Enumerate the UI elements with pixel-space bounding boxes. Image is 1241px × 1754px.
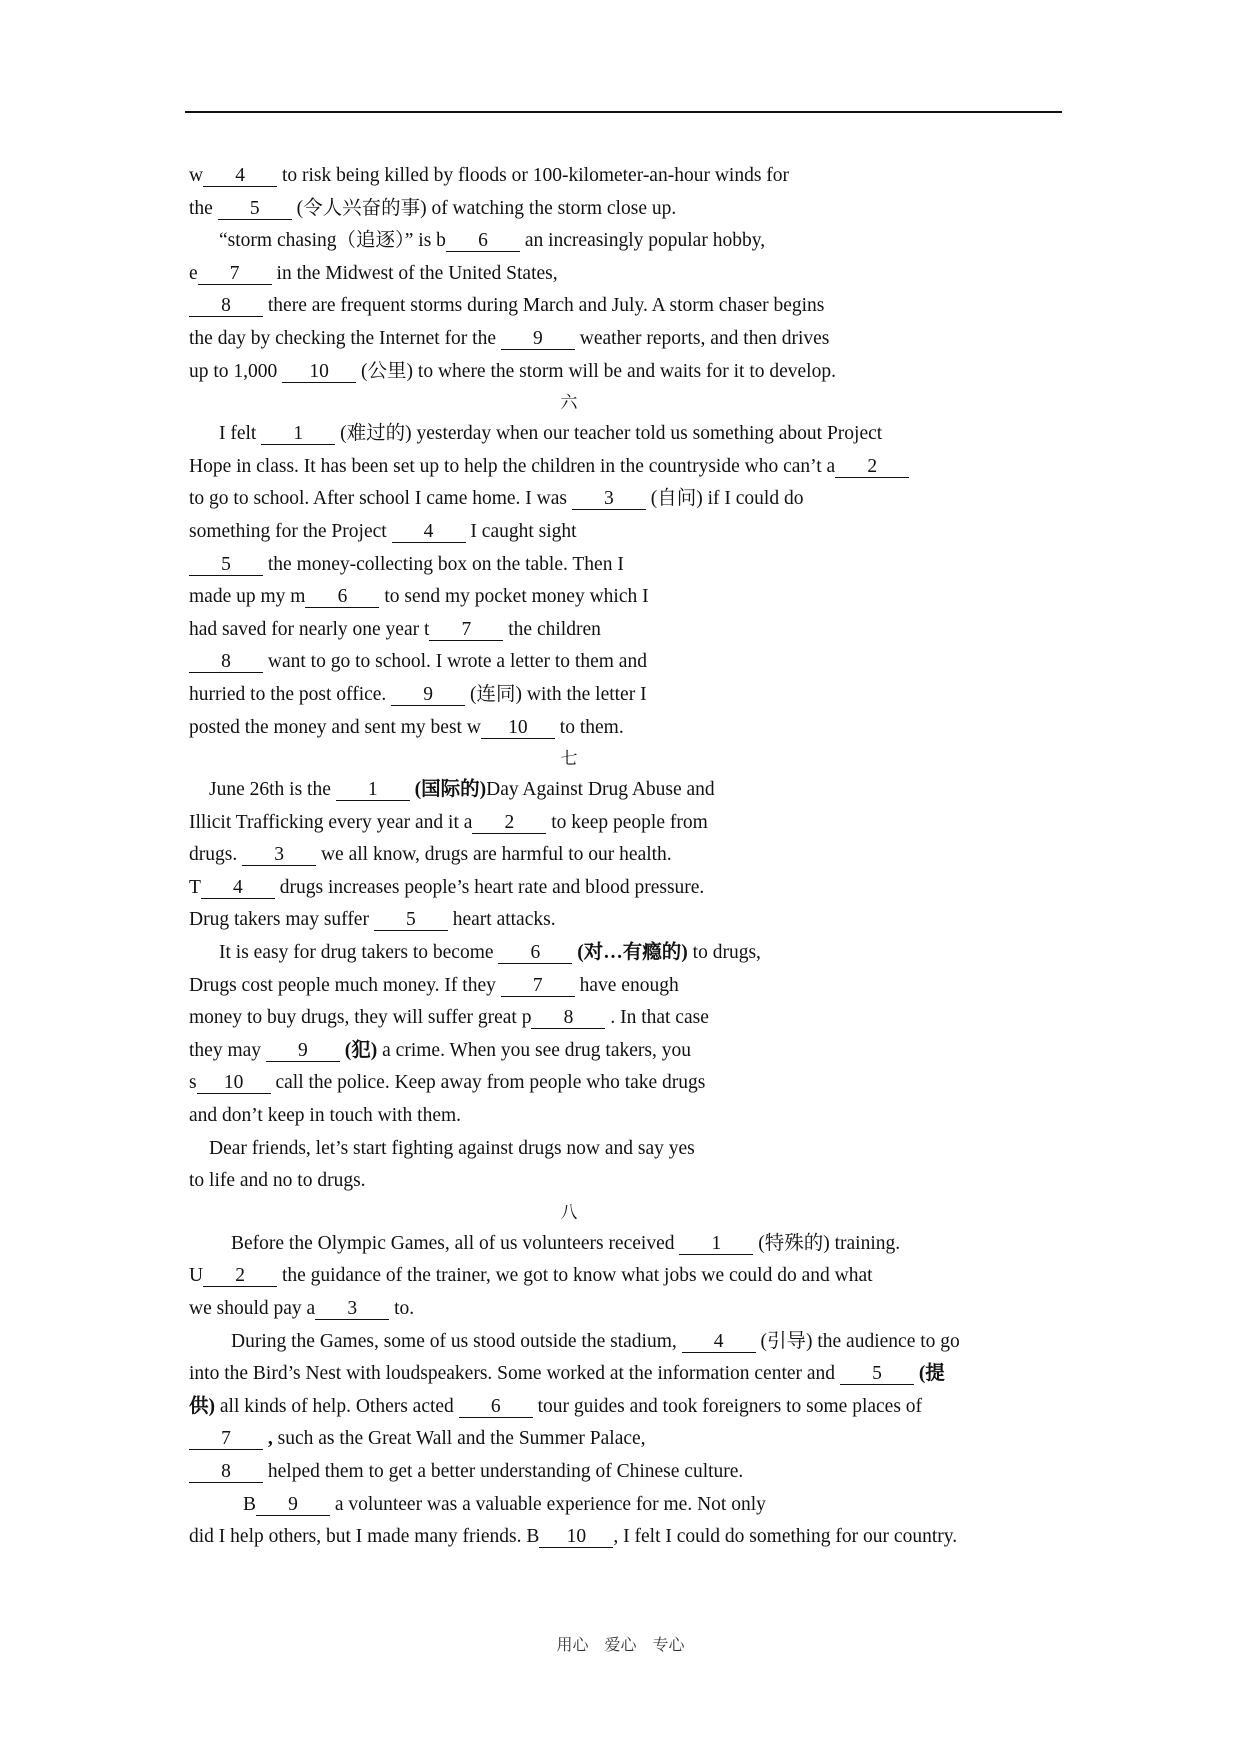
- answer-blank[interactable]: 6: [446, 231, 520, 252]
- text-segment: (公里) to where the storm will be and waits for it to develop.: [356, 360, 836, 382]
- bold-hint: ,: [267, 1428, 273, 1450]
- text-segment: weather reports, and then drives: [574, 327, 830, 349]
- text-segment: (自问) if I could do: [645, 488, 804, 510]
- text-segment: the children: [503, 618, 601, 640]
- passage-7: [189, 774, 1069, 1198]
- text-segment: to keep people from: [546, 811, 708, 833]
- answer-blank[interactable]: 9: [501, 329, 575, 350]
- text-segment: e: [189, 262, 198, 284]
- text-line: [189, 1293, 1069, 1326]
- answer-blank[interactable]: 3: [572, 489, 646, 510]
- answer-blank[interactable]: 10: [539, 1527, 613, 1548]
- text-segment: want to go to school. I wrote a letter to them and: [263, 651, 647, 673]
- text-segment: the day by checking the Internet for the: [189, 327, 501, 349]
- text-segment: the money-collecting box on the table. Then I: [263, 553, 624, 575]
- text-segment: the: [189, 197, 218, 219]
- text-segment: tour guides and took foreigners to some places of: [532, 1395, 923, 1417]
- text-line: [189, 1391, 1069, 1424]
- text-segment: During the Games, some of us stood outside the stadium,: [231, 1330, 682, 1352]
- answer-blank[interactable]: 7: [189, 1429, 263, 1450]
- answer-blank[interactable]: 3: [242, 845, 316, 866]
- text-line: [189, 1100, 1069, 1133]
- answer-blank[interactable]: 5: [218, 199, 292, 220]
- text-segment: (难过的) yesterday when our teacher told us something about Project: [335, 423, 883, 445]
- answer-blank[interactable]: 10: [481, 718, 555, 739]
- text-line: [189, 937, 1069, 970]
- text-segment: a crime. When you see drug takers, you: [377, 1039, 691, 1061]
- text-segment: Before the Olympic Games, all of us volunteers received: [231, 1232, 680, 1254]
- text-line: [189, 483, 1069, 516]
- header-rule: [185, 111, 1062, 113]
- text-segment: T: [189, 876, 201, 898]
- text-line: [189, 1326, 1069, 1359]
- text-segment: Drugs cost people much money. If they: [189, 974, 501, 996]
- text-segment: up to 1,000: [189, 360, 283, 382]
- text-line: [189, 356, 1069, 389]
- text-line: [189, 160, 1069, 193]
- text-line: [189, 872, 1069, 905]
- text-line: [189, 839, 1069, 872]
- answer-blank[interactable]: 8: [189, 296, 263, 317]
- text-segment: have enough: [574, 974, 679, 996]
- text-line: [189, 1133, 1069, 1166]
- passage-6: [189, 418, 1069, 744]
- text-segment: It is easy for drug takers to become: [219, 942, 499, 964]
- text-line: [189, 1489, 1069, 1522]
- section-heading-6: 六: [560, 393, 578, 414]
- text-line: [189, 646, 1069, 679]
- answer-blank[interactable]: 8: [189, 652, 263, 673]
- text-line: [189, 1423, 1069, 1456]
- text-segment: something for the Project: [189, 520, 392, 542]
- answer-blank[interactable]: 9: [256, 1495, 330, 1516]
- text-segment: we all know, drugs are harmful to our health.: [316, 844, 672, 866]
- answer-blank[interactable]: 1: [679, 1234, 753, 1255]
- text-segment: (引导) the audience to go: [755, 1330, 960, 1352]
- text-line: [189, 1165, 1069, 1198]
- text-segment: , I felt I could do something for our country.: [613, 1526, 958, 1548]
- text-segment: we should pay a: [189, 1298, 316, 1319]
- answer-blank[interactable]: 2: [203, 1266, 277, 1287]
- text-segment: Drug takers may suffer: [189, 909, 374, 931]
- text-line: [189, 1358, 1069, 1391]
- text-segment: I caught sight: [465, 520, 577, 542]
- text-line: [189, 581, 1069, 614]
- text-segment: the guidance of the trainer, we got to know what jobs we could do and what: [277, 1265, 873, 1287]
- answer-blank[interactable]: 2: [472, 813, 546, 834]
- text-segment: Hope in class. It has been set up to help the children in the countryside who can’t a: [189, 455, 836, 477]
- answer-blank[interactable]: 6: [305, 587, 379, 608]
- text-segment: drugs.: [189, 844, 243, 866]
- answer-blank[interactable]: 4: [682, 1332, 756, 1353]
- text-segment: “storm chasing（追逐）” is b: [219, 230, 446, 252]
- text-line: [189, 1260, 1069, 1293]
- text-line: [189, 1002, 1069, 1035]
- answer-blank[interactable]: 8: [189, 1462, 263, 1483]
- text-segment: to them.: [554, 716, 624, 738]
- text-segment: such as the Great Wall and the Summer Palace,: [272, 1428, 646, 1450]
- bold-hint: (犯): [344, 1039, 378, 1061]
- text-line: [189, 418, 1069, 451]
- text-segment: June 26th is the: [209, 779, 336, 801]
- passage-8: [189, 1228, 1069, 1554]
- answer-blank[interactable]: 4: [201, 878, 275, 899]
- text-line: [189, 679, 1069, 712]
- answer-blank[interactable]: 4: [392, 522, 466, 543]
- text-line: [189, 258, 1069, 291]
- text-segment: (特殊的) training.: [753, 1232, 901, 1254]
- text-line: [189, 290, 1069, 323]
- text-segment: I felt: [219, 423, 262, 445]
- text-segment: into the Bird’s Nest with loudspeakers. Some worked at the information center and: [189, 1363, 840, 1385]
- bold-hint: (提: [918, 1363, 945, 1385]
- text-line: [189, 712, 1069, 745]
- text-segment: (连同) with the letter I: [465, 683, 647, 705]
- text-segment: a volunteer was a valuable experience for me. Not only: [330, 1493, 766, 1515]
- text-line: [189, 549, 1069, 582]
- text-segment: to.: [389, 1298, 415, 1319]
- text-segment: . In that case: [605, 1007, 709, 1029]
- text-line: [189, 516, 1069, 549]
- answer-blank[interactable]: 2: [835, 457, 909, 478]
- answer-blank[interactable]: 5: [840, 1364, 914, 1385]
- text-segment: Illicit Trafficking every year and it a: [189, 811, 473, 833]
- section-heading-8: 八: [560, 1202, 578, 1223]
- text-segment: made up my m: [189, 586, 306, 608]
- answer-blank[interactable]: 7: [501, 976, 575, 997]
- bold-hint: 供): [189, 1395, 215, 1417]
- text-line: [189, 807, 1069, 840]
- text-line: [189, 614, 1069, 647]
- text-segment: Day Against Drug Abuse and: [486, 779, 715, 801]
- text-segment: had saved for nearly one year t: [189, 618, 430, 640]
- document-body: [189, 160, 1069, 1554]
- answer-blank[interactable]: 6: [459, 1397, 533, 1418]
- text-segment: all kinds of help. Others acted: [215, 1395, 459, 1417]
- answer-blank[interactable]: 10: [282, 362, 356, 383]
- answer-blank[interactable]: 5: [374, 910, 448, 931]
- text-segment: B: [243, 1493, 257, 1515]
- text-line: [189, 1067, 1069, 1100]
- text-segment: (令人兴奋的事) of watching the storm close up.: [291, 197, 677, 219]
- text-segment: and don’t keep in touch with them.: [189, 1105, 462, 1127]
- text-segment: heart attacks.: [447, 909, 556, 931]
- text-segment: drugs increases people’s heart rate and blood pressure.: [274, 876, 705, 898]
- answer-blank[interactable]: 9: [391, 685, 465, 706]
- answer-blank[interactable]: 4: [203, 166, 277, 187]
- page-footer: 用心 爱心 专心: [556, 1635, 685, 1654]
- text-segment: in the Midwest of the United States,: [271, 262, 558, 284]
- passage-5-continued: [189, 160, 1069, 388]
- text-segment: to life and no to drugs.: [189, 1170, 366, 1192]
- text-segment: an increasingly popular hobby,: [519, 230, 766, 252]
- text-line: [189, 1035, 1069, 1068]
- text-segment: hurried to the post office.: [189, 683, 392, 705]
- answer-blank[interactable]: 5: [189, 555, 263, 576]
- text-line: [189, 970, 1069, 1003]
- text-line: [189, 904, 1069, 937]
- text-segment: s: [189, 1072, 197, 1094]
- text-line: [189, 1521, 1069, 1554]
- answer-blank[interactable]: 7: [198, 264, 272, 285]
- answer-blank[interactable]: 1: [336, 780, 410, 801]
- text-line: [189, 774, 1069, 807]
- text-segment: U: [189, 1265, 204, 1287]
- answer-blank[interactable]: 9: [266, 1041, 340, 1062]
- bold-hint: (国际的): [414, 779, 487, 801]
- text-segment: they may: [189, 1039, 266, 1061]
- text-line: [189, 225, 1069, 258]
- text-segment: money to buy drugs, they will suffer great p: [189, 1007, 532, 1029]
- text-segment: to risk being killed by floods or 100-kilometer-an-hour winds for: [277, 165, 790, 186]
- text-line: [189, 323, 1069, 356]
- text-line: [189, 193, 1069, 226]
- answer-blank[interactable]: 6: [498, 943, 572, 964]
- text-segment: posted the money and sent my best w: [189, 716, 481, 738]
- answer-blank[interactable]: 3: [315, 1299, 389, 1320]
- section-heading-7: 七: [560, 749, 578, 770]
- answer-blank[interactable]: 1: [261, 424, 335, 445]
- text-segment: Dear friends, let’s start fighting against drugs now and say yes: [209, 1137, 695, 1159]
- text-segment: to go to school. After school I came home. I was: [189, 488, 572, 510]
- text-line: [189, 1228, 1069, 1261]
- answer-blank[interactable]: 8: [531, 1008, 605, 1029]
- text-segment: did I help others, but I made many friends. B: [189, 1526, 540, 1548]
- text-line: [189, 1456, 1069, 1489]
- answer-blank[interactable]: 7: [429, 620, 503, 641]
- text-segment: helped them to get a better understanding of Chinese culture.: [263, 1460, 744, 1482]
- text-segment: w: [189, 165, 204, 186]
- text-line: [189, 451, 1069, 484]
- bold-hint: (对…有瘾的): [577, 942, 688, 964]
- answer-blank[interactable]: 10: [197, 1073, 271, 1094]
- text-segment: there are frequent storms during March and July. A storm chaser begins: [263, 295, 825, 317]
- text-segment: call the police. Keep away from people who take drugs: [270, 1072, 706, 1094]
- text-segment: to drugs,: [687, 942, 761, 964]
- text-segment: to send my pocket money which I: [379, 586, 649, 608]
